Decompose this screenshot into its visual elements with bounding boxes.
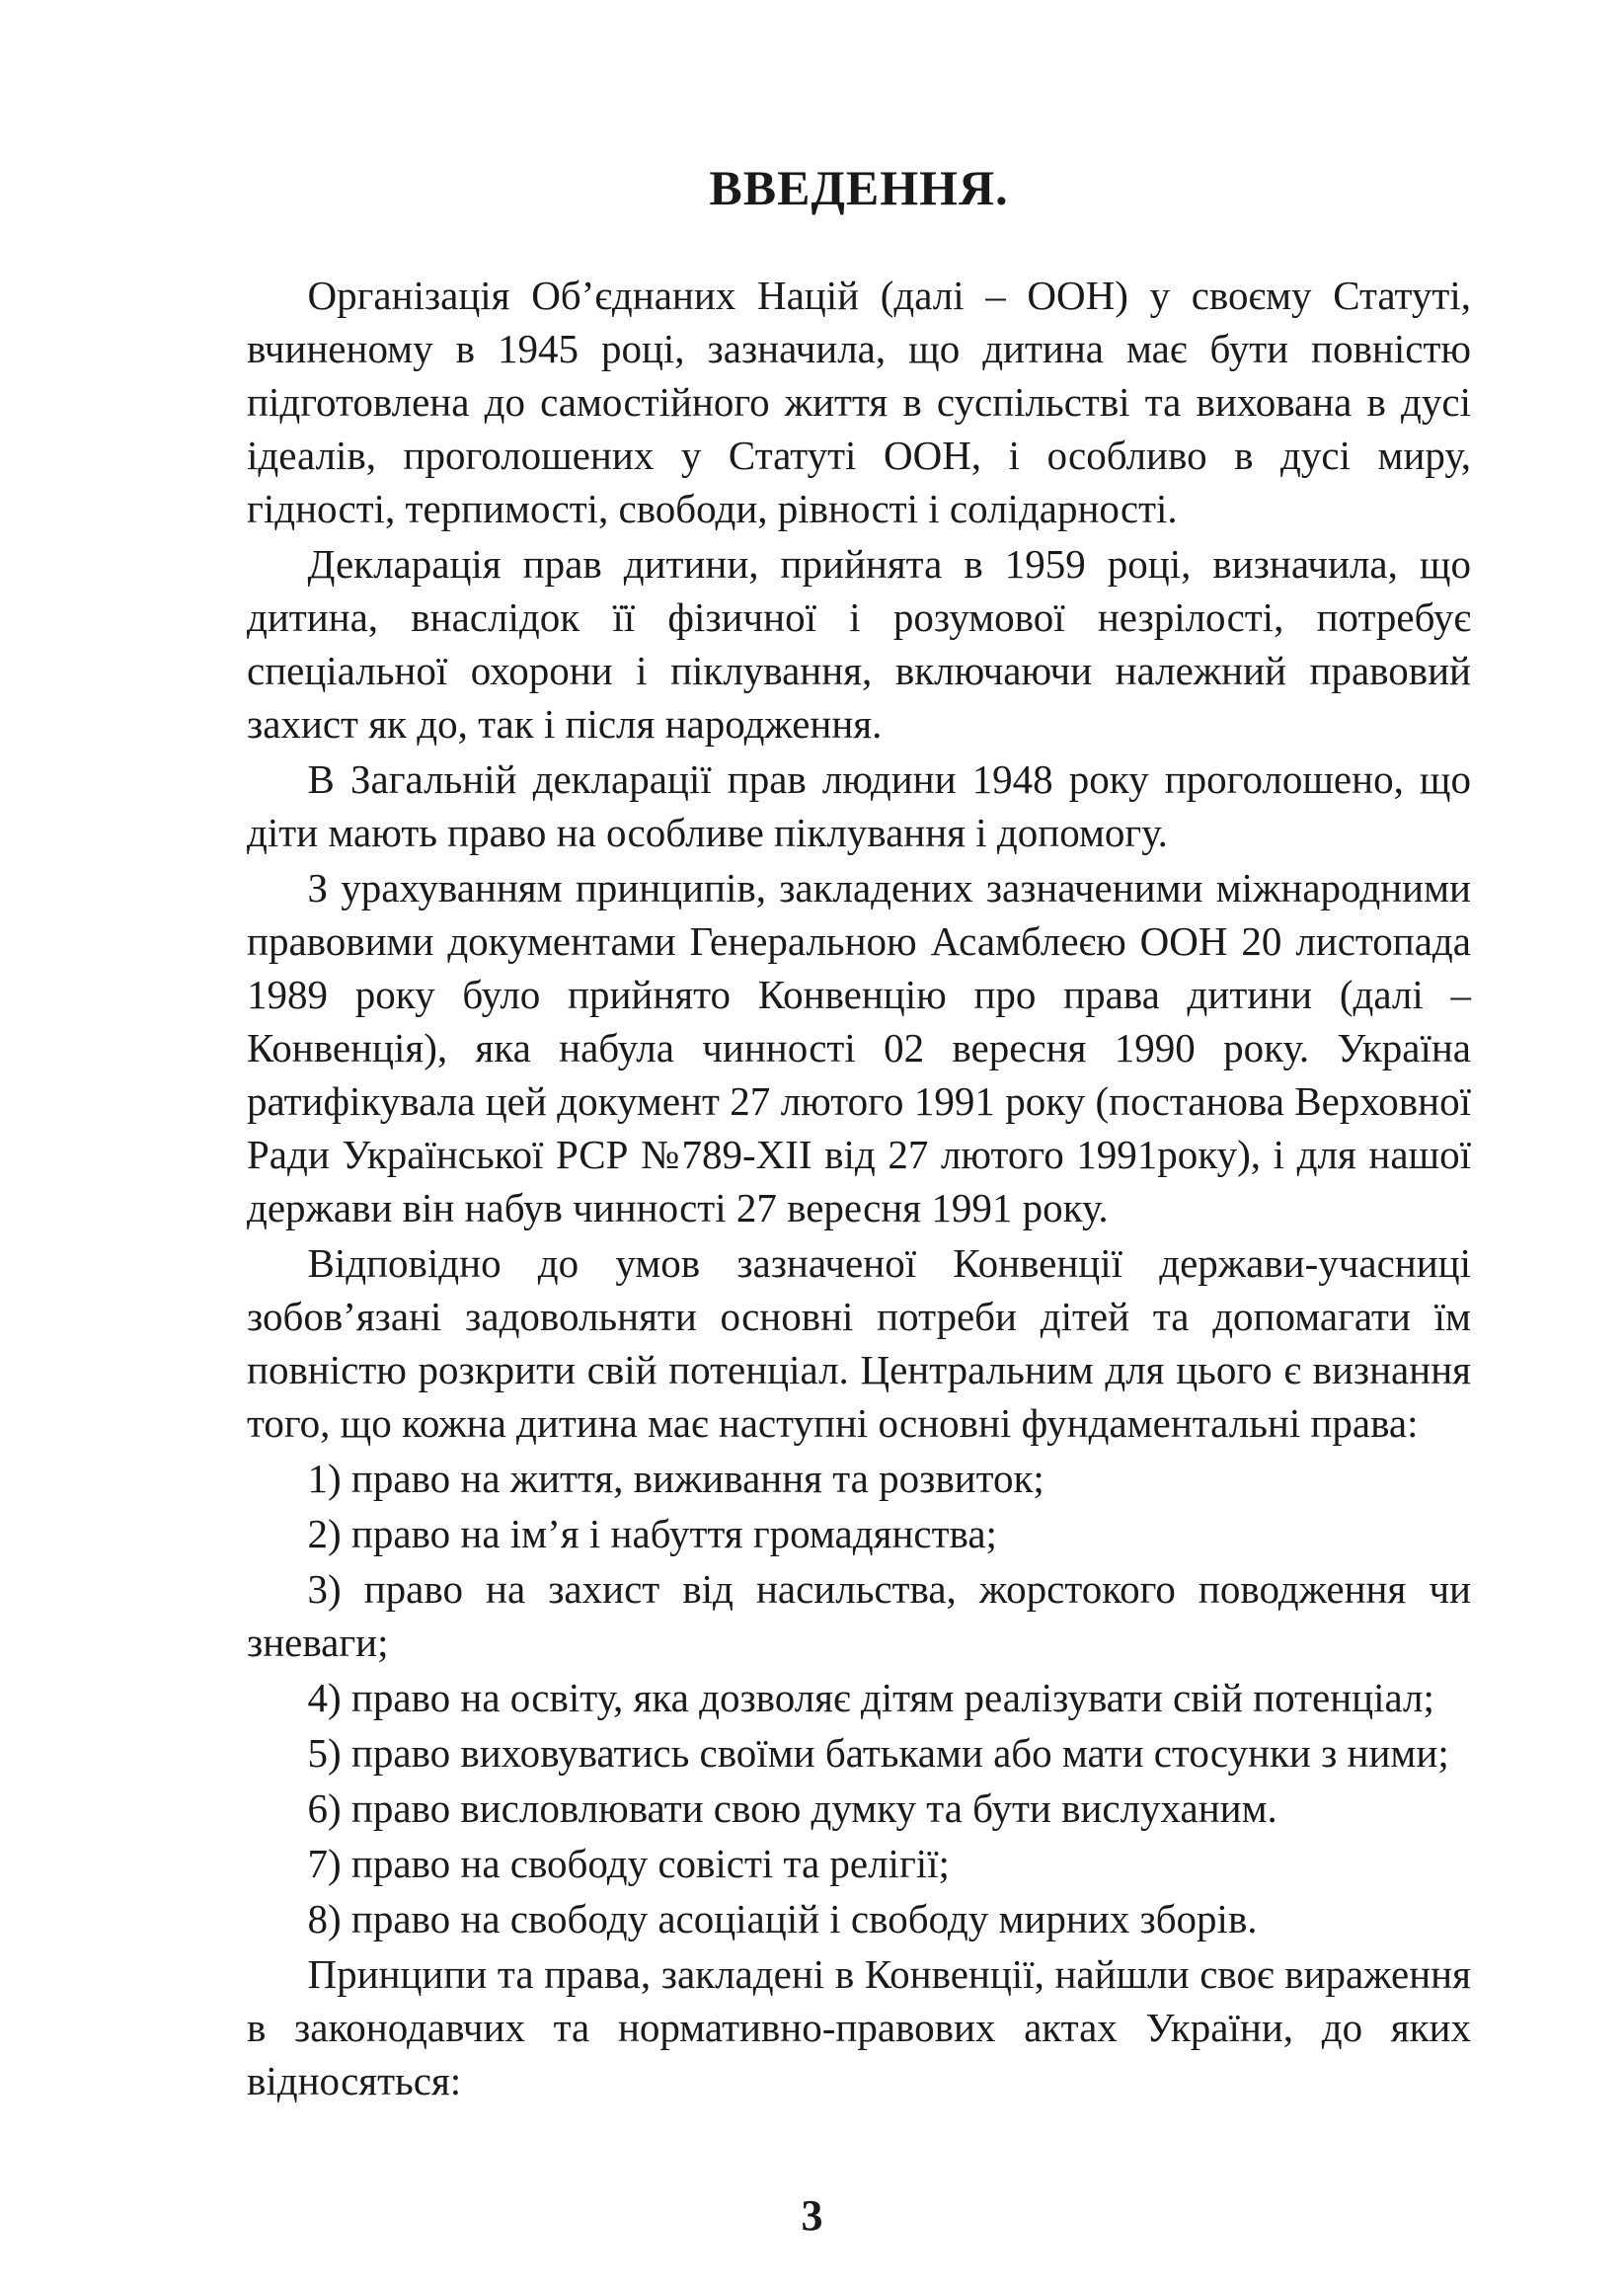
list-item: 4) право на освіту, яка дозволяє дітям реалізувати свій потенціал; <box>307 1675 1434 1720</box>
page-title: ВВЕДЕННЯ. <box>709 160 1009 215</box>
list-item: 7) право на свободу совісті та релігії; <box>307 1841 950 1886</box>
rights-list <box>247 1452 1471 1945</box>
list-item: 6) право висловлювати свою думку та бути вислуханим. <box>307 1785 1277 1831</box>
page-content <box>247 158 1471 2109</box>
paragraph-universal-declaration: В Загальній декларації прав людини 1948 року проголошено, що діти мають право на особливе піклування і допомогу. <box>247 756 1471 855</box>
paragraph-closing: Принципи та права, закладені в Конвенції, найшли своє вираження в законодавчих та нормативно-правових актах України, до яких відносяться: <box>247 1951 1471 2103</box>
paragraph-declaration-1959: Декларація прав дитини, прийнята в 1959 році, визначила, що дитина, внаслідок її фізичної і розумової незрілості, потребує спеціальної охорони і піклування, включаючи належний правовий захист як до, так і після народження. <box>247 541 1471 747</box>
document-body <box>247 269 1471 2107</box>
paragraph-convention-adoption: З урахуванням принципів, закладених зазначеними міжнародними правовими документами Генеральною Асамблеєю ООН 20 листопада 1989 року було прийнято Конвенцію про права дитини (далі – Конвенція), яка набула чинності 02 вересня 1990 року. Україна ратифікувала цей документ 27 лютого 1991 року (постанова Верховної Ради Української РСР №789-XII від 27 лютого 1991року), і для нашої держави він набув чинності 27 вересня 1991 року. <box>247 865 1471 1230</box>
list-item: 8) право на свободу асоціацій і свободу мирних зборів. <box>307 1896 1258 1941</box>
list-item: 5) право виховуватись своїми батьками або мати стосунки з ними; <box>307 1730 1449 1776</box>
page-number: 3 <box>801 2191 823 2240</box>
list-item: 2) право на ім’я і набуття громадянства; <box>307 1511 997 1556</box>
list-item: 1) право на життя, виживання та розвиток; <box>307 1456 1044 1501</box>
list-item: 3) право на захист від насильства, жорстокого поводження чи зневаги; <box>247 1566 1471 1665</box>
paragraph-convention-obligations: Відповідно до умов зазначеної Конвенції держави-учасниці зобов’язані задовольняти основні потреби дітей та допомагати їм повністю розкрити свій потенціал. Центральним для цього є визнання того, що кожна дитина має наступні основні фундаментальні права: <box>247 1240 1471 1446</box>
paragraph-un-charter: Організація Об’єднаних Націй (далі – ООН) у своєму Статуті, вчиненому в 1945 році, зазначила, що дитина має бути повністю підготовлена до самостійного життя в суспільстві та вихована в дусі ідеалів, проголошених у Статуті ООН, і особливо в дусі миру, гідності, терпимості, свободи, рівності і солідарності. <box>247 273 1471 531</box>
